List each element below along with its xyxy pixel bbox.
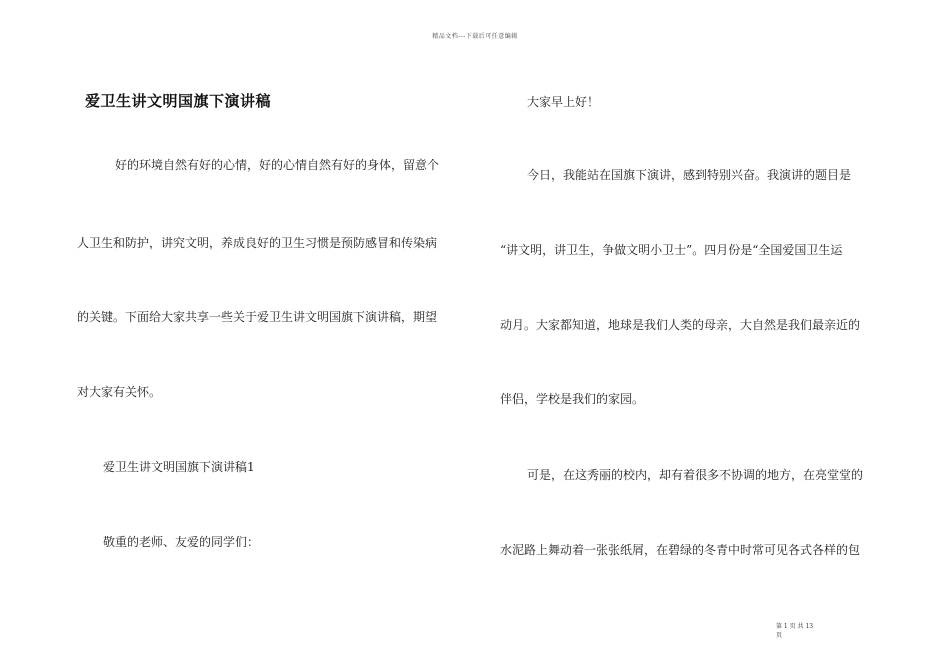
greeting-line: 大家早上好！ [527, 95, 600, 109]
paragraph-line: 可是，在这秀丽的校内，却有着很多不协调的地方，在亮堂堂的 [527, 468, 864, 482]
page-number-line-2: 页 [776, 632, 783, 639]
paragraph-line: 伴侣，学校是我们的家园。 [500, 392, 645, 406]
paragraph-line: 对大家有关怀。 [77, 385, 162, 399]
paragraph-line: 的关键。下面给大家共享一些关于爱卫生讲文明国旗下演讲稿，期望 [77, 310, 438, 324]
section-heading: 爱卫生讲文明国旗下演讲稿1 [103, 460, 255, 474]
paragraph-line: 水泥路上舞动着一张张纸屑，在碧绿的冬青中时常可见各式各样的包 [500, 543, 861, 557]
header-note: 精品文档---下载后可任意编辑 [432, 33, 518, 40]
salutation-line: 敬重的老师、友爱的同学们： [103, 535, 260, 549]
page-number [776, 622, 813, 640]
paragraph-line: 好的环境自然有好的心情，好的心情自然有好的身体，留意个 [115, 158, 440, 172]
paragraph-line: 人卫生和防护，讲究文明，养成良好的卫生习惯是预防感冒和传染病 [77, 236, 438, 250]
paragraph-line: “讲文明，讲卫生，争做文明小卫士”。四月份是“全国爱国卫生运 [500, 243, 843, 257]
document-title: 爱卫生讲文明国旗下演讲稿 [85, 92, 272, 110]
page-number-line-1: 第 1 页 共 13 [776, 623, 814, 630]
paragraph-line: 动月。大家都知道，地球是我们人类的母亲，大自然是我们最亲近的 [500, 318, 861, 332]
paragraph-line: 今日，我能站在国旗下演讲，感到特别兴奋。我演讲的题目是 [527, 168, 852, 182]
